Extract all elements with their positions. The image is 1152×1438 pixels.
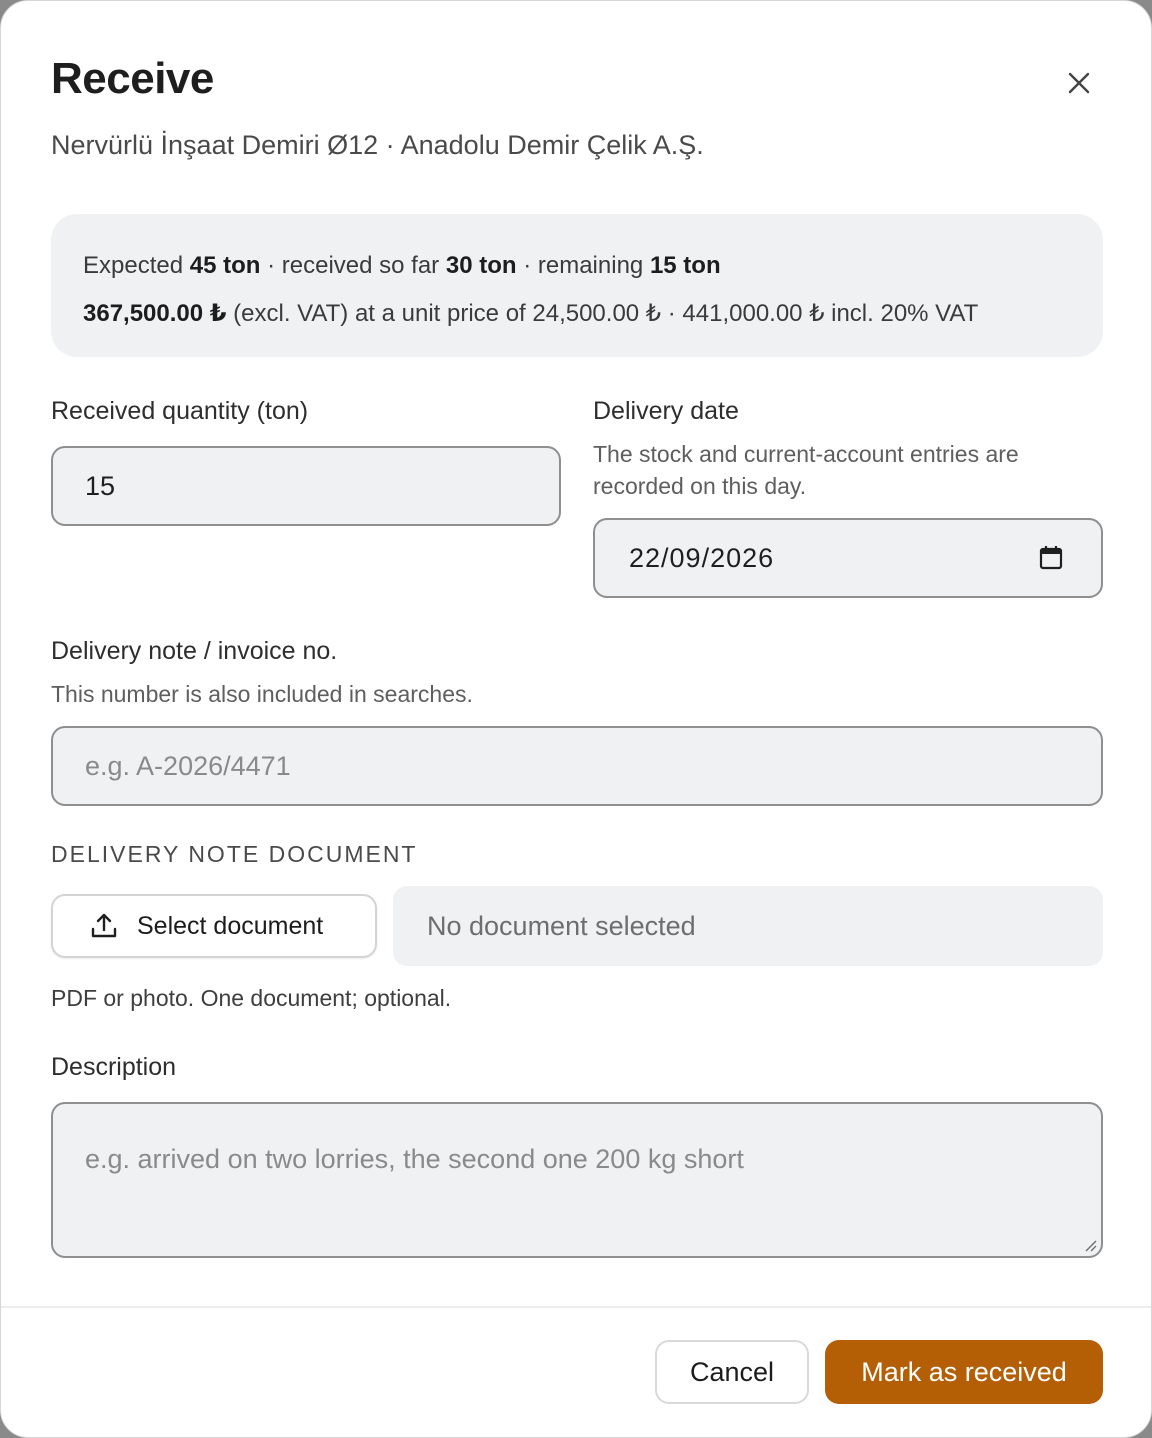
select-document-label: Select document — [137, 911, 324, 940]
select-document-button[interactable] — [51, 894, 377, 958]
delivery-date-label: Delivery date — [593, 397, 739, 425]
calendar-icon[interactable] — [1037, 544, 1065, 572]
order-summary — [51, 214, 1103, 357]
delivery-note-input[interactable]: e.g. A-2026/4471 — [51, 726, 1103, 806]
footer-divider — [1, 1306, 1152, 1308]
received-value: 30 ton — [445, 252, 517, 279]
description-textarea[interactable] — [51, 1102, 1103, 1258]
delivery-date-value: 22/09/2026 — [629, 542, 775, 573]
amount-excl-vat: 367,500.00 ₺ — [83, 300, 227, 327]
delivery-date-hint-line-1: The stock and current-account entries are — [593, 441, 1019, 467]
remaining-value: 15 ton — [649, 252, 721, 279]
document-hint: PDF or photo. One document; optional. — [51, 985, 452, 1011]
quantity-input[interactable]: 15 — [51, 446, 561, 526]
resize-handle-icon[interactable] — [1081, 1236, 1097, 1252]
upload-icon — [89, 911, 119, 941]
description-label: Description — [51, 1053, 177, 1081]
close-button[interactable] — [1059, 63, 1099, 103]
remaining-label: · remaining — [523, 252, 644, 279]
delivery-date-hint-line-2: recorded on this day. — [593, 473, 807, 499]
delivery-note-hint: This number is also included in searches. — [51, 681, 473, 707]
dialog-subtitle: Nervürlü İnşaat Demiri Ø12 · Anadolu Demir Çelik A.Ş. — [51, 130, 704, 160]
delivery-note-label: Delivery note / invoice no. — [51, 637, 338, 665]
received-label: · received so far — [267, 252, 440, 279]
expected-label: Expected — [83, 252, 184, 279]
document-status: No document selected — [393, 886, 1103, 966]
amount-details: (excl. VAT) at a unit price of 24,500.00 ₺ · 441,000.00 ₺ incl. 20% VAT — [233, 300, 979, 327]
delivery-date-input[interactable] — [593, 518, 1103, 598]
amount-summary-line — [83, 290, 1071, 338]
close-icon — [1067, 71, 1091, 95]
quantity-summary-line — [83, 242, 1071, 290]
expected-value: 45 ton — [189, 252, 261, 279]
document-section-heading: DELIVERY NOTE DOCUMENT — [51, 841, 418, 867]
dialog-title: Receive — [51, 54, 214, 103]
mark-as-received-button[interactable]: Mark as received — [825, 1340, 1103, 1404]
cancel-button[interactable]: Cancel — [655, 1340, 809, 1404]
description-placeholder: e.g. arrived on two lorries, the second one 200 kg short — [85, 1144, 744, 1174]
quantity-label: Received quantity (ton) — [51, 397, 309, 425]
